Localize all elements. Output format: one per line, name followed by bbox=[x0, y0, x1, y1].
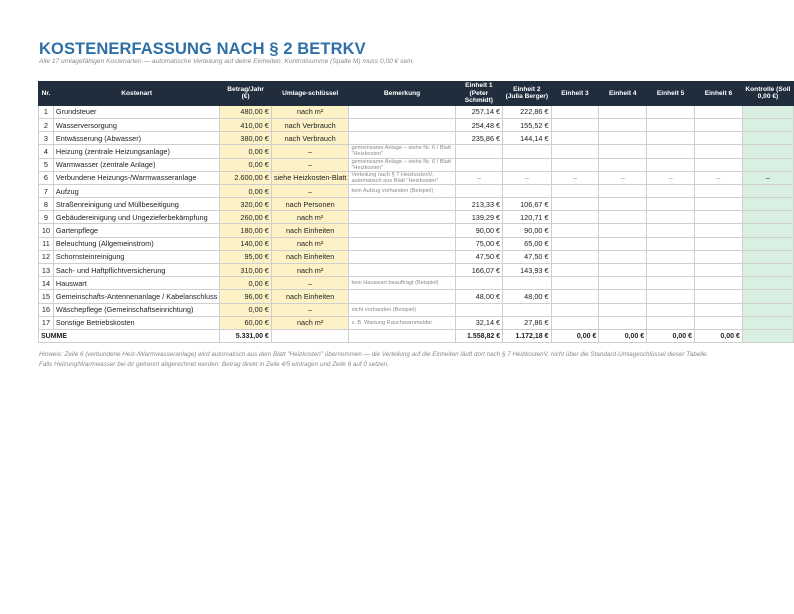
cell-betrag[interactable]: 96,00 € bbox=[220, 290, 271, 303]
cell-umlageschluessel[interactable]: nach m² bbox=[271, 211, 349, 224]
table-row bbox=[39, 250, 794, 263]
cell-einheit-2: 65,00 € bbox=[503, 237, 551, 250]
table-row bbox=[39, 264, 794, 277]
cell-einheit-4 bbox=[599, 211, 647, 224]
table-row bbox=[39, 237, 794, 250]
cell-einheit-4 bbox=[599, 237, 647, 250]
cell-nr: 11 bbox=[39, 237, 54, 250]
hint-line-2: Falls Heizung/Warmwasser bei dir getrennt abgerechnet werden: Betrag direkt in Zeile 4/5 eintragen und Zeile 6 auf 0 setzen. bbox=[39, 360, 389, 368]
cell-umlageschluessel[interactable]: nach m² bbox=[271, 237, 349, 250]
cell-einheit-2: 106,67 € bbox=[503, 198, 551, 211]
cell-kostenart: Schornsteinreinigung bbox=[53, 250, 219, 263]
cell-einheit-6 bbox=[695, 118, 743, 131]
cell-kontrolle: – bbox=[742, 171, 793, 184]
cell-einheit-6 bbox=[695, 198, 743, 211]
sum-einheit-6: 0,00 € bbox=[695, 329, 743, 342]
cell-bemerkung[interactable] bbox=[349, 224, 455, 237]
table-row bbox=[39, 171, 794, 184]
cell-einheit-4 bbox=[599, 303, 647, 316]
cell-einheit-4 bbox=[599, 250, 647, 263]
cell-umlageschluessel[interactable]: – bbox=[271, 277, 349, 290]
cell-betrag[interactable]: 480,00 € bbox=[220, 105, 271, 118]
cell-nr: 1 bbox=[39, 105, 54, 118]
cell-kostenart: Verbundene Heizungs-/Warmwasseranlage bbox=[53, 171, 219, 184]
cell-kostenart: Grundsteuer bbox=[53, 105, 219, 118]
header-einheit-1: Einheit 1 (Peter Schmidt) bbox=[455, 82, 502, 106]
cell-betrag[interactable]: 380,00 € bbox=[220, 132, 271, 145]
cell-einheit-5 bbox=[647, 184, 695, 197]
header-einheit-3: Einheit 3 bbox=[551, 82, 599, 106]
cell-einheit-3 bbox=[551, 118, 599, 131]
cell-nr: 6 bbox=[39, 171, 54, 184]
cell-einheit-1: 90,00 € bbox=[455, 224, 502, 237]
header-einheit-2: Einheit 2 (Julia Berger) bbox=[503, 82, 551, 106]
cell-einheit-4 bbox=[599, 158, 647, 171]
cell-einheit-1 bbox=[455, 145, 502, 158]
cell-einheit-4 bbox=[599, 316, 647, 329]
cell-nr: 9 bbox=[39, 211, 54, 224]
cell-einheit-5 bbox=[647, 224, 695, 237]
cell-einheit-1: 47,50 € bbox=[455, 250, 502, 263]
cell-einheit-1: 254,48 € bbox=[455, 118, 502, 131]
cell-einheit-1: 166,07 € bbox=[455, 264, 502, 277]
table-row bbox=[39, 224, 794, 237]
cell-einheit-1: 139,29 € bbox=[455, 211, 502, 224]
cell-einheit-1: 32,14 € bbox=[455, 316, 502, 329]
table-row bbox=[39, 118, 794, 131]
cell-einheit-6: – bbox=[695, 171, 743, 184]
cell-einheit-6 bbox=[695, 145, 743, 158]
cell-einheit-5 bbox=[647, 145, 695, 158]
cell-einheit-5 bbox=[647, 132, 695, 145]
cell-kontrolle bbox=[742, 198, 793, 211]
cell-kostenart: Gebäudereinigung und Ungezieferbekämpfung bbox=[53, 211, 219, 224]
sum-label: SUMME bbox=[39, 329, 220, 342]
sum-empty-3 bbox=[349, 329, 455, 342]
cell-bemerkung[interactable]: gemeinsame Anlage – siehe Nr. 6 / Blatt "Heizkosten" bbox=[349, 158, 455, 171]
cell-umlageschluessel[interactable]: nach m² bbox=[271, 264, 349, 277]
cell-kontrolle bbox=[742, 316, 793, 329]
cell-nr: 16 bbox=[39, 303, 54, 316]
cell-einheit-6 bbox=[695, 224, 743, 237]
cell-einheit-1 bbox=[455, 158, 502, 171]
cell-kostenart: Sonstige Betriebskosten bbox=[53, 316, 219, 329]
cell-nr: 2 bbox=[39, 118, 54, 131]
table-body bbox=[39, 105, 794, 342]
cell-einheit-1 bbox=[455, 277, 502, 290]
cell-einheit-6 bbox=[695, 237, 743, 250]
cell-kostenart: Aufzug bbox=[53, 184, 219, 197]
sum-einheit-2: 1.172,18 € bbox=[503, 329, 551, 342]
cell-einheit-6 bbox=[695, 250, 743, 263]
hint-note bbox=[39, 350, 759, 369]
cell-einheit-6 bbox=[695, 303, 743, 316]
cell-betrag[interactable]: 320,00 € bbox=[220, 198, 271, 211]
cell-einheit-4 bbox=[599, 277, 647, 290]
cell-kontrolle bbox=[742, 105, 793, 118]
header-betrag: Betrag/Jahr (€) bbox=[220, 82, 271, 106]
cell-kostenart: Beleuchtung (Allgemeinstrom) bbox=[53, 237, 219, 250]
cell-kostenart: Warmwasser (zentrale Anlage) bbox=[53, 158, 219, 171]
cell-kontrolle bbox=[742, 211, 793, 224]
cell-umlageschluessel[interactable]: nach m² bbox=[271, 316, 349, 329]
cell-einheit-2: 48,00 € bbox=[503, 290, 551, 303]
cell-umlageschluessel[interactable]: – bbox=[271, 184, 349, 197]
cell-betrag[interactable]: 0,00 € bbox=[220, 277, 271, 290]
cell-einheit-6 bbox=[695, 132, 743, 145]
cell-einheit-1: 213,33 € bbox=[455, 198, 502, 211]
cell-nr: 3 bbox=[39, 132, 54, 145]
cell-einheit-2 bbox=[503, 184, 551, 197]
cell-einheit-5: – bbox=[647, 171, 695, 184]
cell-nr: 10 bbox=[39, 224, 54, 237]
cell-einheit-3: – bbox=[551, 171, 599, 184]
page-title: KOSTENERFASSUNG NACH § 2 BETRKV bbox=[39, 40, 366, 58]
cell-kostenart: Wäschepflege (Gemeinschaftseinrichtung) bbox=[53, 303, 219, 316]
cell-kontrolle bbox=[742, 132, 793, 145]
cell-einheit-4 bbox=[599, 198, 647, 211]
table-row bbox=[39, 184, 794, 197]
table-row bbox=[39, 211, 794, 224]
cell-einheit-4 bbox=[599, 184, 647, 197]
cell-bemerkung[interactable] bbox=[349, 118, 455, 131]
cell-umlageschluessel[interactable]: nach Verbrauch bbox=[271, 132, 349, 145]
cell-bemerkung[interactable] bbox=[349, 105, 455, 118]
cell-einheit-3 bbox=[551, 250, 599, 263]
cell-nr: 17 bbox=[39, 316, 54, 329]
cell-bemerkung[interactable] bbox=[349, 198, 455, 211]
cell-einheit-1: 75,00 € bbox=[455, 237, 502, 250]
cell-umlageschluessel[interactable]: – bbox=[271, 158, 349, 171]
sum-empty-2 bbox=[271, 329, 349, 342]
cell-einheit-4 bbox=[599, 118, 647, 131]
cell-einheit-3 bbox=[551, 145, 599, 158]
cell-einheit-5 bbox=[647, 316, 695, 329]
table-row bbox=[39, 105, 794, 118]
cell-nr: 15 bbox=[39, 290, 54, 303]
cell-einheit-6 bbox=[695, 290, 743, 303]
table-row bbox=[39, 132, 794, 145]
table-row bbox=[39, 198, 794, 211]
cell-bemerkung[interactable] bbox=[349, 290, 455, 303]
cell-einheit-3 bbox=[551, 290, 599, 303]
table-row bbox=[39, 158, 794, 171]
cell-kontrolle bbox=[742, 118, 793, 131]
cell-einheit-4 bbox=[599, 264, 647, 277]
sum-einheit-1: 1.558,82 € bbox=[455, 329, 502, 342]
cell-kontrolle bbox=[742, 277, 793, 290]
cell-betrag[interactable]: 0,00 € bbox=[220, 158, 271, 171]
cell-betrag[interactable]: 0,00 € bbox=[220, 145, 271, 158]
cell-einheit-3 bbox=[551, 237, 599, 250]
cell-kontrolle bbox=[742, 184, 793, 197]
cell-einheit-2 bbox=[503, 277, 551, 290]
cell-bemerkung[interactable] bbox=[349, 211, 455, 224]
cell-betrag[interactable]: 410,00 € bbox=[220, 118, 271, 131]
cell-kostenart: Hauswart bbox=[53, 277, 219, 290]
cell-kontrolle bbox=[742, 158, 793, 171]
cell-einheit-5 bbox=[647, 211, 695, 224]
cell-betrag[interactable]: 140,00 € bbox=[220, 237, 271, 250]
cell-einheit-2: 120,71 € bbox=[503, 211, 551, 224]
sum-row bbox=[39, 329, 794, 342]
cell-bemerkung[interactable]: kein Hauswart beauftragt (Beispiel) bbox=[349, 277, 455, 290]
cell-einheit-6 bbox=[695, 184, 743, 197]
cell-umlageschluessel[interactable]: – bbox=[271, 303, 349, 316]
cell-einheit-2: 222,86 € bbox=[503, 105, 551, 118]
cell-einheit-1 bbox=[455, 184, 502, 197]
cell-nr: 12 bbox=[39, 250, 54, 263]
cell-einheit-1: 257,14 € bbox=[455, 105, 502, 118]
cell-kostenart: Sach- und Haftpflichtversicherung bbox=[53, 264, 219, 277]
cell-einheit-3 bbox=[551, 132, 599, 145]
sum-kontrolle bbox=[742, 329, 793, 342]
table-row bbox=[39, 145, 794, 158]
cell-einheit-4 bbox=[599, 224, 647, 237]
sum-einheit-3: 0,00 € bbox=[551, 329, 599, 342]
header-nr: Nr. bbox=[39, 82, 54, 106]
cell-nr: 7 bbox=[39, 184, 54, 197]
cell-einheit-5 bbox=[647, 277, 695, 290]
cell-bemerkung[interactable] bbox=[349, 264, 455, 277]
cell-einheit-6 bbox=[695, 158, 743, 171]
cell-einheit-3 bbox=[551, 211, 599, 224]
cost-table bbox=[38, 81, 794, 343]
cell-einheit-6 bbox=[695, 264, 743, 277]
table-row bbox=[39, 303, 794, 316]
cell-einheit-2 bbox=[503, 145, 551, 158]
cell-nr: 8 bbox=[39, 198, 54, 211]
cell-kostenart: Straßenreinigung und Müllbeseitigung bbox=[53, 198, 219, 211]
cell-bemerkung[interactable]: z. B. Wartung Rauchwarnmelder bbox=[349, 316, 455, 329]
cell-betrag[interactable]: 2.600,00 € bbox=[220, 171, 271, 184]
cell-bemerkung[interactable]: Verteilung nach § 7 HeizkostenV, automatisch aus Blatt "Heizkosten" bbox=[349, 171, 455, 184]
cell-betrag[interactable]: 95,00 € bbox=[220, 250, 271, 263]
cell-einheit-3 bbox=[551, 277, 599, 290]
hint-line-1: Hinweis: Zeile 6 (verbundene Heiz-/Warmwasseranlage) wird automatisch aus dem Blatt "Heizkosten" übernommen — die Verteilung auf die Einheiten läuft dort nach § 7 HeizkostenV, nicht über die Standard-Umlageschlüssel dieser Tabelle. bbox=[39, 351, 709, 358]
cell-bemerkung[interactable]: gemeinsame Anlage – siehe Nr. 6 / Blatt "Heizkosten" bbox=[349, 145, 455, 158]
cell-kostenart: Wasserversorgung bbox=[53, 118, 219, 131]
cell-kontrolle bbox=[742, 145, 793, 158]
cell-nr: 4 bbox=[39, 145, 54, 158]
cell-einheit-2: 143,93 € bbox=[503, 264, 551, 277]
page-subtitle: Alle 17 umlagefähigen Kostenarten — automatische Verteilung auf deine Einheiten. Kontrollsumme (Spalte M) muss 0,00 € sein. bbox=[39, 58, 415, 65]
cell-betrag[interactable]: 310,00 € bbox=[220, 264, 271, 277]
cell-einheit-2: 144,14 € bbox=[503, 132, 551, 145]
cell-einheit-3 bbox=[551, 316, 599, 329]
cell-einheit-2 bbox=[503, 158, 551, 171]
header-einheit-4: Einheit 4 bbox=[599, 82, 647, 106]
cell-kontrolle bbox=[742, 224, 793, 237]
cell-nr: 13 bbox=[39, 264, 54, 277]
cell-einheit-5 bbox=[647, 250, 695, 263]
cell-einheit-5 bbox=[647, 237, 695, 250]
cell-bemerkung[interactable]: nicht vorhanden (Beispiel) bbox=[349, 303, 455, 316]
header-kostenart: Kostenart bbox=[53, 82, 219, 106]
cell-umlageschluessel[interactable]: nach m² bbox=[271, 105, 349, 118]
cell-kostenart: Heizung (zentrale Heizungsanlage) bbox=[53, 145, 219, 158]
cell-einheit-3 bbox=[551, 198, 599, 211]
cell-einheit-2: 47,50 € bbox=[503, 250, 551, 263]
header-bemerkung: Bemerkung bbox=[349, 82, 455, 106]
cell-bemerkung[interactable] bbox=[349, 237, 455, 250]
cell-kostenart: Gemeinschafts-Antennenanlage / Kabelanschluss bbox=[53, 290, 219, 303]
header-umlageschluessel: Umlage-schlüssel bbox=[271, 82, 349, 106]
header-einheit-6: Einheit 6 bbox=[695, 82, 743, 106]
cell-kostenart: Entwässerung (Abwasser) bbox=[53, 132, 219, 145]
cell-betrag[interactable]: 0,00 € bbox=[220, 184, 271, 197]
cell-einheit-2 bbox=[503, 303, 551, 316]
header-kontrolle: Kontrolle (Soll 0,00 €) bbox=[742, 82, 793, 106]
cell-einheit-1: – bbox=[455, 171, 502, 184]
cell-einheit-5 bbox=[647, 264, 695, 277]
cell-einheit-2: – bbox=[503, 171, 551, 184]
cell-betrag[interactable]: 60,00 € bbox=[220, 316, 271, 329]
cell-einheit-1 bbox=[455, 303, 502, 316]
cell-einheit-5 bbox=[647, 158, 695, 171]
cell-umlageschluessel[interactable]: nach Personen bbox=[271, 198, 349, 211]
cell-kontrolle bbox=[742, 250, 793, 263]
cell-umlageschluessel[interactable]: nach Einheiten bbox=[271, 290, 349, 303]
cell-einheit-5 bbox=[647, 105, 695, 118]
table-header-row bbox=[39, 82, 794, 106]
table-row bbox=[39, 277, 794, 290]
cell-betrag[interactable]: 260,00 € bbox=[220, 211, 271, 224]
cell-einheit-4 bbox=[599, 132, 647, 145]
cell-einheit-4 bbox=[599, 145, 647, 158]
cell-einheit-3 bbox=[551, 264, 599, 277]
sum-einheit-4: 0,00 € bbox=[599, 329, 647, 342]
header-einheit-5: Einheit 5 bbox=[647, 82, 695, 106]
cell-einheit-4 bbox=[599, 105, 647, 118]
cell-einheit-3 bbox=[551, 224, 599, 237]
cell-einheit-6 bbox=[695, 316, 743, 329]
cell-einheit-5 bbox=[647, 303, 695, 316]
cell-umlageschluessel[interactable]: nach Einheiten bbox=[271, 250, 349, 263]
cell-umlageschluessel[interactable]: siehe Heizkosten-Blatt bbox=[271, 171, 349, 184]
cell-einheit-6 bbox=[695, 105, 743, 118]
cell-einheit-5 bbox=[647, 290, 695, 303]
table-row bbox=[39, 290, 794, 303]
cell-einheit-1: 48,00 € bbox=[455, 290, 502, 303]
cell-umlageschluessel[interactable]: – bbox=[271, 145, 349, 158]
cell-einheit-5 bbox=[647, 118, 695, 131]
cell-bemerkung[interactable] bbox=[349, 132, 455, 145]
cell-einheit-6 bbox=[695, 277, 743, 290]
cell-bemerkung[interactable] bbox=[349, 250, 455, 263]
cell-kontrolle bbox=[742, 303, 793, 316]
cell-kontrolle bbox=[742, 237, 793, 250]
cell-nr: 5 bbox=[39, 158, 54, 171]
cell-umlageschluessel[interactable]: nach Verbrauch bbox=[271, 118, 349, 131]
cell-betrag[interactable]: 180,00 € bbox=[220, 224, 271, 237]
cell-nr: 14 bbox=[39, 277, 54, 290]
cell-kontrolle bbox=[742, 290, 793, 303]
cell-betrag[interactable]: 0,00 € bbox=[220, 303, 271, 316]
cell-einheit-3 bbox=[551, 105, 599, 118]
cell-einheit-2: 90,00 € bbox=[503, 224, 551, 237]
cell-einheit-3 bbox=[551, 303, 599, 316]
cell-kontrolle bbox=[742, 264, 793, 277]
cell-einheit-3 bbox=[551, 184, 599, 197]
cell-einheit-2: 155,52 € bbox=[503, 118, 551, 131]
sum-einheit-5: 0,00 € bbox=[647, 329, 695, 342]
cell-einheit-1: 235,86 € bbox=[455, 132, 502, 145]
cell-einheit-4: – bbox=[599, 171, 647, 184]
cell-einheit-3 bbox=[551, 158, 599, 171]
cell-einheit-5 bbox=[647, 198, 695, 211]
cell-umlageschluessel[interactable]: nach Einheiten bbox=[271, 224, 349, 237]
sum-betrag: 5.331,00 € bbox=[220, 329, 271, 342]
cell-bemerkung[interactable]: kein Aufzug vorhanden (Beispiel) bbox=[349, 184, 455, 197]
cell-einheit-6 bbox=[695, 211, 743, 224]
table-row bbox=[39, 316, 794, 329]
cell-kostenart: Gartenpflege bbox=[53, 224, 219, 237]
cell-einheit-4 bbox=[599, 290, 647, 303]
cell-einheit-2: 27,86 € bbox=[503, 316, 551, 329]
